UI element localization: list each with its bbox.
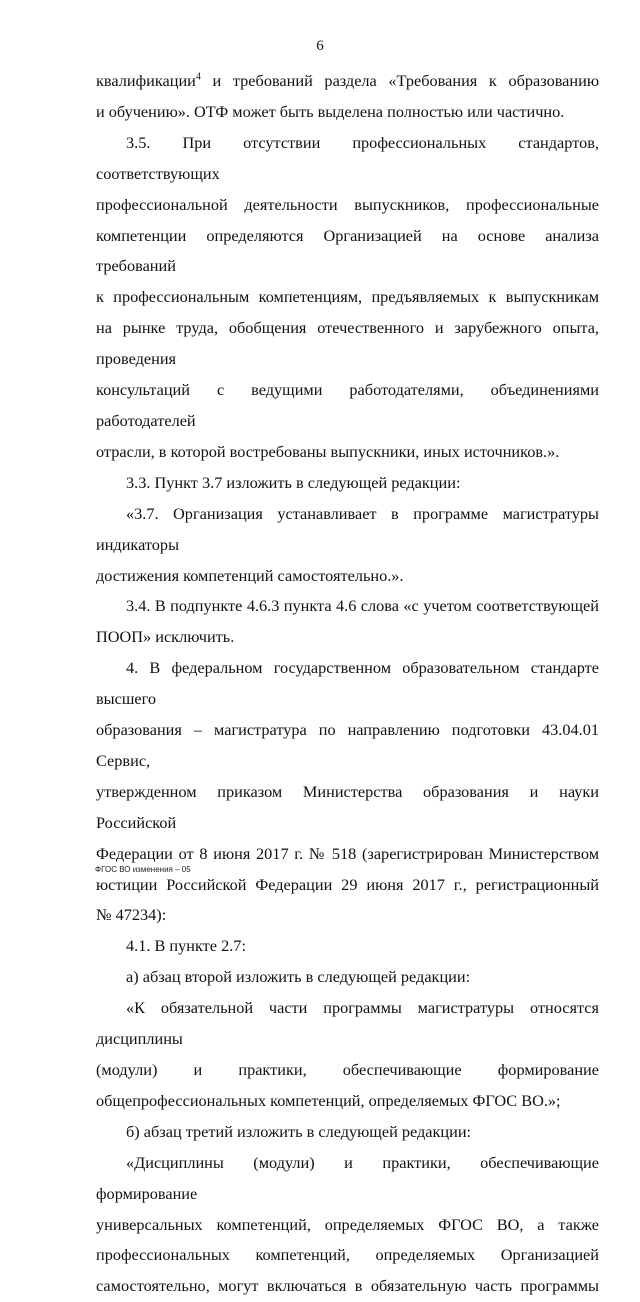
text-line: № 47234): — [96, 905, 167, 925]
text-line: самостоятельно, могут включаться в обязательную часть программы — [96, 1276, 599, 1296]
text-line: Федерации от 8 июня 2017 г. № 518 (зарегистрирован Министерством — [96, 843, 599, 863]
text-fragment: квалификации — [96, 71, 196, 90]
text-line: «К обязательной части программы магистратуры относятся дисциплины — [96, 998, 599, 1049]
text-line: профессиональной деятельности выпускников, профессиональные — [96, 194, 599, 214]
page-number: 6 — [316, 38, 324, 54]
text-line: а) абзац второй изложить в следующей редакции: — [126, 967, 471, 987]
footer-text: ФГОС ВО изменения – 05 — [95, 865, 191, 874]
text-line: 3.5. При отсутствии профессиональных стандартов, соответствующих — [96, 132, 599, 183]
text-line: отрасли, в которой востребованы выпускники, иных источников.». — [96, 441, 560, 461]
text-line: юстиции Российской Федерации 29 июня 2017 г., регистрационный — [96, 874, 599, 894]
text-line: общепрофессиональных компетенций, определяемых ФГОС ВО.»; — [96, 1090, 561, 1110]
text-line: к профессиональным компетенциям, предъявляемых к выпускникам — [96, 287, 599, 307]
text-line: образования – магистратура по направлению подготовки 43.04.01 Сервис, — [96, 720, 599, 770]
text-line: «3.7. Организация устанавливает в программе магистратуры индикаторы — [96, 503, 599, 554]
text-line: консультаций с ведущими работодателями, объединениями работодателей — [96, 380, 599, 430]
text-line: достижения компетенций самостоятельно.». — [96, 565, 404, 585]
text-line: 3.4. В подпункте 4.6.3 пункта 4.6 слова «с учетом соответствующей — [126, 596, 599, 616]
text-line: ПООП» исключить. — [96, 627, 235, 647]
text-line: утвержденном приказом Министерства образования и науки Российской — [96, 781, 599, 832]
text-line: универсальных компетенций, определяемых ФГОС ВО, а также — [96, 1214, 599, 1234]
text-line — [96, 66, 599, 97]
text-line: 4.1. В пункте 2.7: — [126, 936, 246, 956]
text-line: б) абзац третий изложить в следующей редакции: — [126, 1121, 472, 1141]
text-line: 4. В федеральном государственном образовательном стандарте высшего — [96, 658, 599, 709]
text-line: компетенции определяются Организацией на основе анализа требований — [96, 225, 599, 276]
text-line: на рынке труда, обобщения отечественного и зарубежного опыта, проведения — [96, 318, 599, 369]
text-fragment: и требований раздела «Требования к образованию — [200, 71, 599, 90]
text-line: и обучению». ОТФ может быть выделена полностью или частично. — [96, 101, 565, 121]
text-line: 3.3. Пункт 3.7 изложить в следующей редакции: — [126, 472, 461, 492]
footnote-ref: 4 — [195, 71, 201, 83]
document-body — [96, 66, 599, 1302]
text-line: профессиональных компетенций, определяемых Организацией — [96, 1245, 599, 1265]
text-line: «Дисциплины (модули) и практики, обеспечивающие формирование — [96, 1152, 599, 1203]
text-line: (модули) и практики, обеспечивающие формирование — [96, 1060, 599, 1079]
